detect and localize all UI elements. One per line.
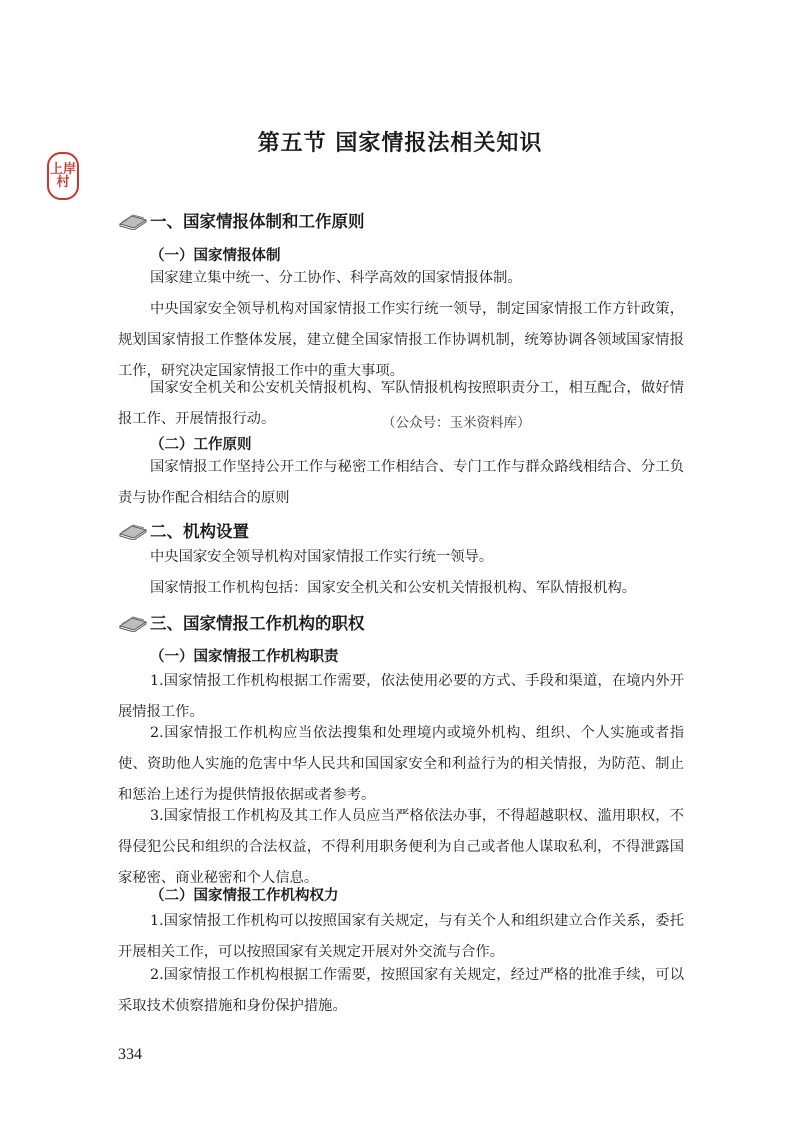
section-heading-3: [118, 610, 365, 634]
stamp-line-1: 上岸: [49, 162, 76, 177]
section-heading-1-text: 一、国家情报体制和工作原则: [150, 212, 365, 231]
subheading-1-1: （一）国家情报体制: [150, 248, 281, 264]
subheading-1-2: （二）工作原则: [150, 437, 252, 453]
watermark-note: （公众号：玉米资料库）: [382, 415, 531, 431]
paragraph: 中央国家安全领导机构对国家情报工作实行统一领导，制定国家情报工作方针政策，规划国家情报工作整体发展，建立健全国家情报工作协调机制，统筹协调各领域国家情报工作，研究决定国家情报工作中的重大事项。: [118, 301, 684, 379]
paragraph: 国家建立集中统一、分工协作、科学高效的国家情报体制。: [150, 270, 522, 286]
paragraph: 2.国家情报工作机构根据工作需要，按照国家有关规定，经过严格的批准手续，可以采取技术侦察措施和身份保护措施。: [118, 967, 684, 1014]
section-heading-3-text: 三、国家情报工作机构的职权: [150, 614, 365, 633]
book-icon: [118, 210, 148, 230]
paragraph: 国家安全机关和公安机关情报机构、军队情报机构按照职责分工，相互配合，做好情报工作、开展情报行动。: [118, 380, 684, 427]
paragraph: 1.国家情报工作机构根据工作需要，依法使用必要的方式、手段和渠道，在境内外开展情报工作。: [118, 673, 684, 720]
paragraph: 国家情报工作机构包括：国家安全机关和公安机关情报机构、军队情报机构。: [150, 580, 637, 596]
paragraph: 2.国家情报工作机构应当依法搜集和处理境内或境外机构、组织、个人实施或者指使、资助他人实施的危害中华人民共和国国家安全和利益行为的相关情报，为防范、制止和惩治上述行为提供情报依据或者参考。: [118, 725, 684, 803]
book-icon: [118, 612, 148, 632]
paragraph: 3.国家情报工作机构及其工作人员应当严格依法办事，不得超越职权、滥用职权，不得侵犯公民和组织的合法权益，不得利用职务便利为自己或者他人谋取私利，不得泄露国家秘密、商业秘密和个人信息。: [118, 808, 684, 886]
subheading-3-1: （一）国家情报工作机构职责: [150, 649, 339, 665]
subheading-3-2: （二）国家情报工作机构权力: [150, 888, 339, 904]
stamp-line-2: 村: [56, 175, 70, 190]
paragraph: 国家情报工作坚持公开工作与秘密工作相结合、专门工作与群众路线相结合、分工负责与协作配合相结合的原则: [118, 459, 684, 506]
section-heading-2: [118, 518, 249, 542]
paragraph: 1.国家情报工作机构可以按照国家有关规定，与有关个人和组织建立合作关系，委托开展相关工作，可以按照国家有关规定开展对外交流与合作。: [118, 913, 684, 960]
section-heading-1: [118, 208, 365, 232]
paragraph: 中央国家安全领导机构对国家情报工作实行统一领导。: [150, 549, 494, 565]
seal-stamp: [47, 152, 79, 200]
book-icon: [118, 520, 148, 540]
section-heading-2-text: 二、机构设置: [150, 522, 249, 541]
page-title: 第五节 国家情报法相关知识: [257, 131, 543, 156]
page-number: 334: [118, 1046, 142, 1063]
